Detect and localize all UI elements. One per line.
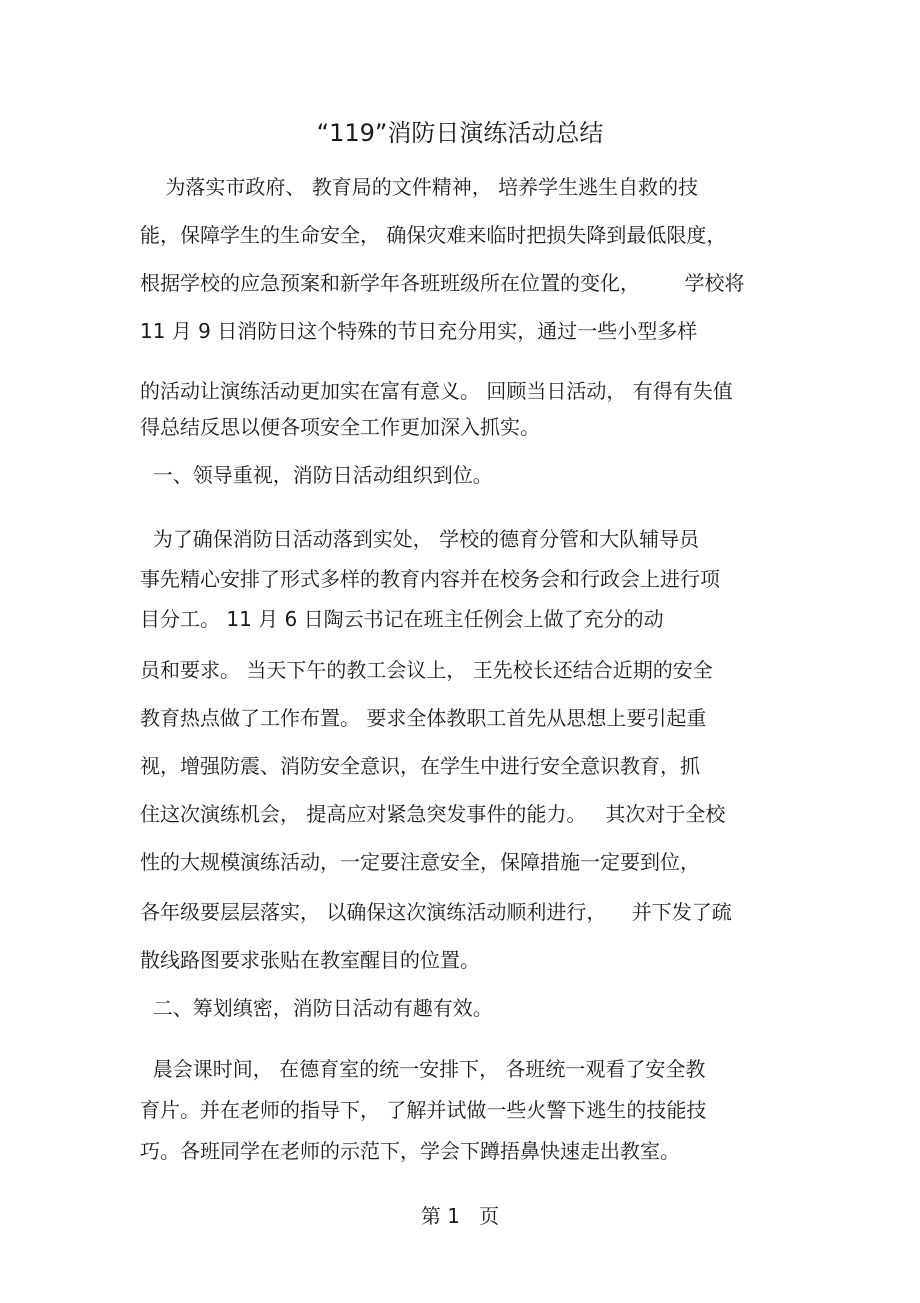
body-line: 员和要求。 当天下午的教工会议上， 王先校长还结合近期的安全	[140, 658, 713, 682]
body-line: 得总结反思以便各项安全工作更加深入抓实。	[140, 415, 540, 439]
body-line: 为了确保消防日活动落到实处， 学校的德育分管和大队辅导员	[140, 527, 700, 551]
body-line: 性的大规模演练活动，一定要注意安全，保障措施一定要到位，	[140, 850, 700, 874]
page-number: 第 1 页	[420, 1204, 500, 1228]
body-line: 事先精心安排了形式多样的教育内容并在校务会和行政会上进行项	[140, 567, 720, 591]
body-line: 教育热点做了工作布置。 要求全体教职工首先从思想上要引起重	[140, 706, 707, 730]
section-heading: 二、筹划缜密，消防日活动有趣有效。	[140, 996, 493, 1020]
section-heading: 一、领导重视，消防日活动组织到位。	[140, 463, 493, 487]
body-line: 能，保障学生的生命安全， 确保灾难来临时把损失降到最低限度，	[140, 223, 727, 247]
body-line: 目分工。 11 月 6 日陶云书记在班主任例会上做了充分的动	[140, 607, 664, 631]
body-line: 住这次演练机会， 提高应对紧急突发事件的能力。 其次对于全校	[140, 802, 726, 826]
body-line: 视，增强防震、消防安全意识，在学生中进行安全意识教育，抓	[140, 754, 700, 778]
body-line: 的活动让演练活动更加实在富有意义。 回顾当日活动， 有得有失值	[140, 379, 733, 403]
body-line: 11 月 9 日消防日这个特殊的节日充分用实，通过一些小型多样	[140, 319, 698, 343]
body-line: 各年级要层层落实， 以确保这次演练活动顺利进行， 并下发了疏	[140, 900, 732, 924]
body-line: 根据学校的应急预案和新学年各班班级所在位置的变化， 学校将	[140, 271, 745, 295]
body-line: 为落实市政府、 教育局的文件精神， 培养学生逃生自救的技	[140, 175, 699, 199]
body-line: 育片。并在老师的指导下， 了解并试做一些火警下逃生的技能技	[140, 1098, 707, 1122]
body-line: 晨会课时间， 在德育室的统一安排下， 各班统一观看了安全教	[140, 1057, 706, 1081]
body-line: 散线路图要求张贴在教室醒目的位置。	[140, 948, 480, 972]
body-line: 巧。各班同学在老师的示范下，学会下蹲捂鼻快速走出教室。	[140, 1139, 680, 1163]
document-title: “119”消防日演练活动总结	[316, 119, 604, 147]
